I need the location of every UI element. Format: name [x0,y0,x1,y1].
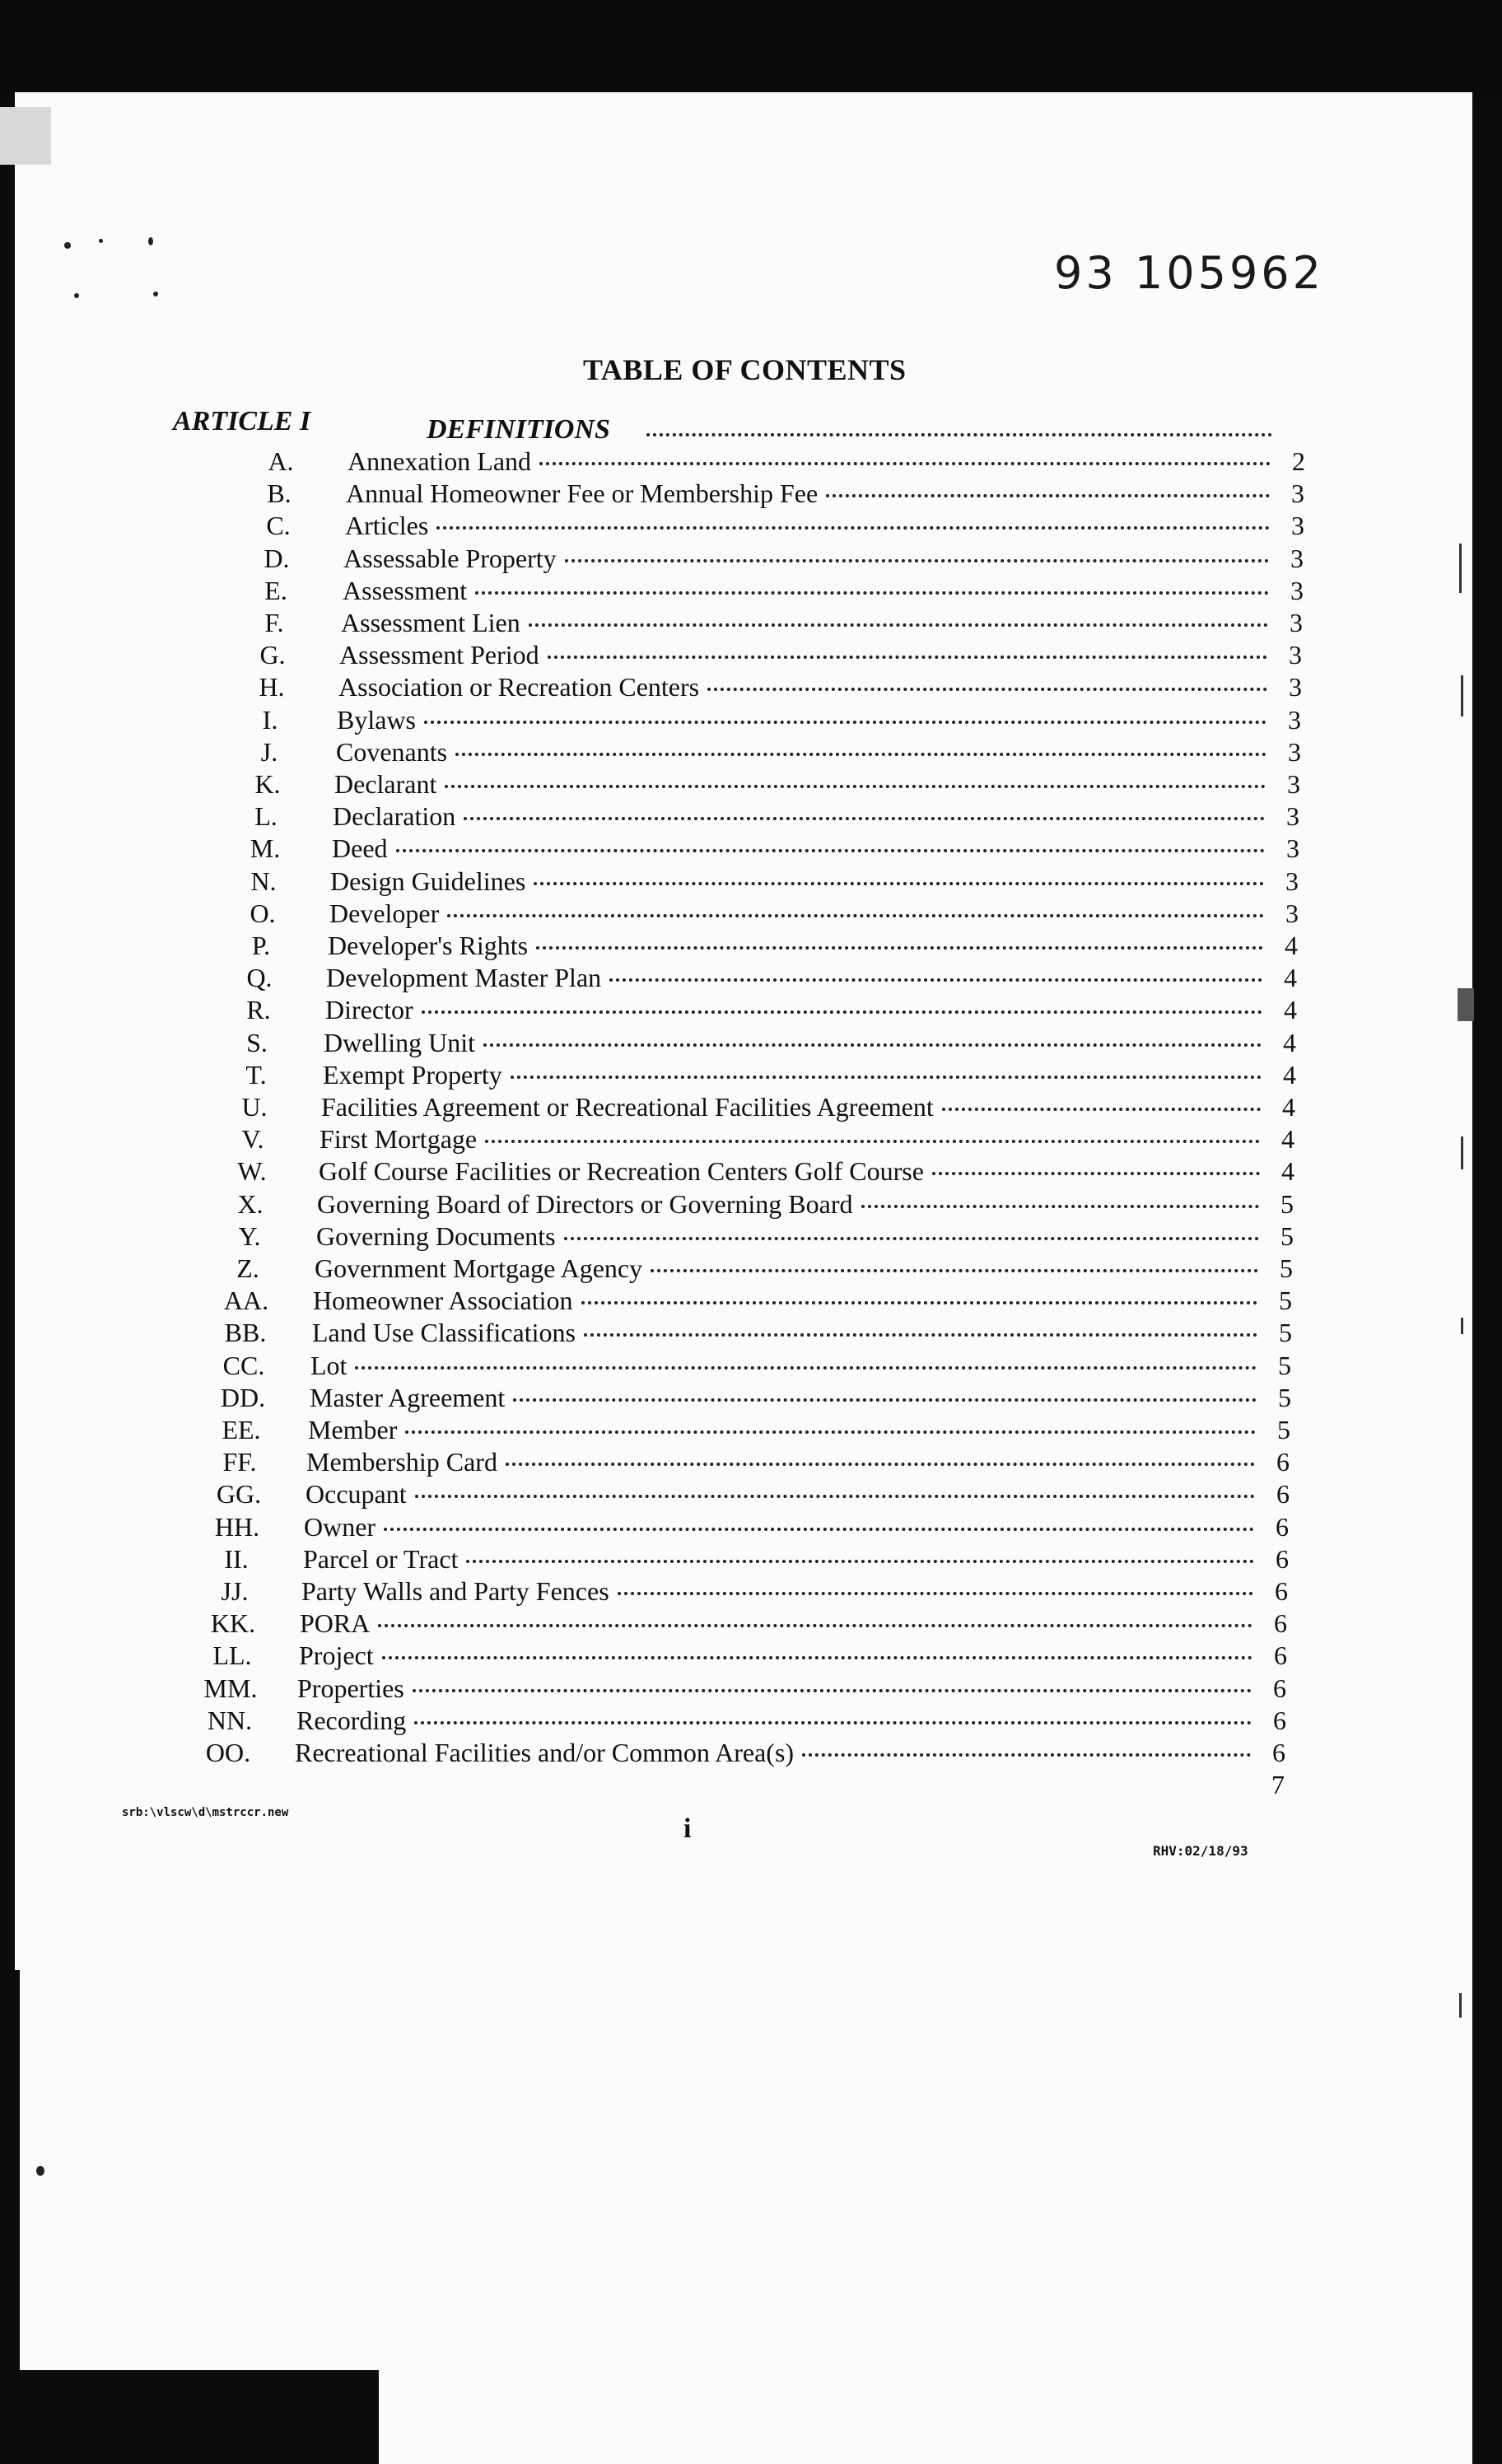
toc-entry-title: Dwelling Unit [324,1028,475,1057]
toc-leader-dots [548,656,1267,659]
toc-leader-dots [483,1043,1262,1047]
toc-entry-letter: T. [245,1060,267,1090]
toc-entry-page: 3 [1285,866,1299,896]
toc-entry-title: Bylaws [337,705,416,735]
toc-entry-title: Covenants [336,737,448,767]
toc-entry-title: Lot [310,1351,348,1380]
toc-entry-page: 3 [1289,672,1302,702]
toc-leader-dots [513,1398,1257,1402]
toc-entry-page: 3 [1290,608,1303,637]
toc-entry [208,1059,1296,1090]
toc-entry [197,1317,1292,1348]
toc-entry [186,1575,1288,1607]
toc-entry-page: 6 [1273,1706,1286,1735]
toc-entry-page: 6 [1272,1738,1285,1767]
toc-entry-page: 2 [1292,446,1305,476]
scan-speck [36,2166,44,2176]
toc-entry-page: 4 [1285,931,1298,960]
toc-entry-page: 3 [1291,511,1304,540]
toc-entry-title: Land Use Classifications [312,1318,576,1347]
toc-entry [199,1253,1293,1284]
toc-leader-dots [506,1463,1255,1466]
toc-entry [231,478,1304,509]
toc-entry [184,1640,1287,1671]
toc-leader-dots [413,1689,1252,1692]
toc-leader-dots [651,1269,1258,1272]
toc-entry-title: Recording [296,1706,407,1735]
toc-leader-dots [464,817,1265,820]
toc-entry-title: Governing Documents [316,1221,556,1251]
toc-entry-page: 4 [1282,1092,1295,1122]
toc-entry [206,1091,1295,1122]
toc-leader-dots [378,1624,1252,1627]
toc-entry [195,1350,1291,1381]
toc-entry-title: Owner [304,1512,376,1542]
toc-entry-page: 5 [1280,1189,1294,1219]
toc-entry-letter: S. [246,1028,268,1057]
toc-entry-letter: W. [237,1156,267,1186]
toc-entry-letter: U. [241,1092,268,1122]
toc-entry-letter: X. [237,1189,264,1219]
toc-leader-dots [405,1430,1256,1434]
toc-entry-letter: MM. [203,1673,258,1703]
toc-leader-dots [609,978,1262,982]
toc-entry-letter: BB. [224,1318,267,1347]
toc-entry [226,607,1303,638]
toc-entry [212,930,1298,961]
toc-entry-title: Governing Board of Directors or Governing Board [317,1189,853,1219]
toc-entry [202,1188,1294,1220]
toc-entry-title: Assessment [343,576,468,605]
toc-entry [224,639,1302,670]
toc-entry [182,1673,1286,1704]
page-title: TABLE OF CONTENTS [583,353,907,386]
toc-entry-page: 6 [1274,1640,1287,1670]
toc-entry-title: Party Walls and Party Fences [301,1576,609,1606]
toc-entry-letter: Z. [236,1253,259,1283]
toc-entry-title: Parcel or Tract [303,1544,459,1574]
footer-page-number: i [683,1813,692,1844]
toc-entry-page: 6 [1276,1544,1289,1574]
toc-entry-title: Developer [329,898,440,928]
toc-entry [184,1608,1287,1639]
toc-entry-page: 3 [1288,705,1301,735]
toc-entry-title: Deed [332,833,388,863]
toc-leader-dots [511,1076,1262,1079]
toc-entry-title: Recreational Facilities and/or Common Area(s) [295,1738,795,1767]
toc-entry [189,1511,1289,1542]
toc-leader-dots [529,623,1268,627]
toc-leader-dots [539,462,1271,465]
toc-entry [188,1543,1289,1575]
toc-entry-letter: F. [264,608,284,637]
toc-leader-dots [534,882,1264,885]
toc-leader-dots [932,1172,1260,1175]
toc-entry-letter: N. [250,866,277,896]
toc-leader-dots [861,1205,1260,1208]
toc-entry-title: Annual Homeowner Fee or Membership Fee [346,478,819,508]
toc-leader-dots [445,785,1266,788]
toc-entry-title: Declaration [333,801,456,831]
toc-entry-title: Government Mortgage Agency [315,1253,643,1283]
toc-entry-letter: FF. [222,1447,257,1477]
toc-entry [222,704,1301,735]
toc-entry-letter: DD. [220,1383,266,1412]
toc-leader-dots [384,1528,1254,1531]
toc-entry [180,1737,1285,1768]
toc-entry-page: 3 [1287,769,1300,799]
toc-leader-dots [415,1495,1255,1498]
toc-entry-title: Assessment Lien [341,608,520,637]
toc-entry [214,898,1299,929]
toc-entry-letter: GG. [216,1479,262,1509]
toc-leader-dots [564,1237,1259,1240]
toc-entry-title: Master Agreement [310,1383,506,1412]
toc-entry [178,1769,1285,1800]
toc-entry-title: Membership Card [306,1447,497,1477]
toc-entry-page: 4 [1281,1156,1294,1186]
toc-entry-page: 6 [1276,1447,1290,1477]
toc-entry-title: Design Guidelines [330,866,526,896]
article-title: DEFINITIONS [427,414,610,445]
toc-entry-letter: C. [266,511,291,540]
toc-leader-dots [565,559,1269,562]
toc-entry [215,866,1299,897]
toc-leader-dots [618,1592,1253,1595]
toc-entry-title: First Mortgage [320,1124,478,1154]
toc-entry [232,446,1305,477]
toc-entry-page: 3 [1288,737,1301,767]
toc-leader-dots [414,1721,1252,1724]
toc-entry-page: 5 [1277,1415,1290,1444]
toc-entry-letter: EE. [222,1415,261,1444]
toc-entry [193,1414,1290,1445]
toc-entry [190,1478,1290,1510]
toc-entry-letter: CC. [222,1351,265,1380]
footer-file-path: srb:\vlscw\d\mstrccr.new [122,1806,289,1819]
toc-entry-title: Development Master Plan [326,963,602,992]
toc-entry-page: 3 [1290,576,1304,605]
toc-entry-letter: G. [259,640,286,670]
toc-entry-page: 4 [1283,1060,1296,1090]
toc-entry [210,994,1297,1025]
toc-entry-title: Annexation Land [348,446,532,476]
toc-entry-letter: JJ. [221,1576,249,1606]
toc-entry-letter: Y. [238,1221,261,1251]
document-stamp-number: 93 105962 [1054,247,1325,299]
toc-entry-title: Occupant [306,1479,407,1509]
toc-entry-letter: NN. [207,1706,253,1735]
toc-entry-page: 5 [1280,1221,1294,1251]
toc-entry-letter: A. [268,446,294,476]
toc-leader-dots [447,914,1264,917]
toc-entry-letter: AA. [223,1286,269,1315]
toc-entry-page: 5 [1278,1351,1291,1380]
toc-entry-title: Declarant [334,769,437,799]
toc-entry-title: Project [299,1640,374,1670]
toc-leader-dots [802,1753,1251,1757]
toc-entry-page: 3 [1286,801,1299,831]
toc-entry-page: 6 [1274,1608,1287,1638]
toc-entry-letter: O. [250,898,276,928]
toc-entry-page: 5 [1279,1318,1292,1347]
toc-leader-dots [826,494,1270,497]
toc-entry-letter: E. [264,576,287,605]
toc-leader-dots [355,1366,1257,1370]
toc-entry [230,510,1304,541]
toc-entry-letter: LL. [212,1640,252,1670]
toc-leader-dots [436,526,1270,530]
toc-entry-title: Director [325,995,413,1024]
toc-entry-letter: Q. [246,963,273,992]
toc-entry [223,671,1302,702]
toc-entry-letter: R. [246,995,271,1024]
toc-entry [201,1220,1294,1252]
toc-leader-dots [536,946,1263,950]
toc-entry-title: Developer's Rights [328,931,529,960]
toc-entry-page: 7 [1271,1770,1285,1799]
toc-entry-letter: OO. [205,1738,251,1767]
toc-entry-page: 4 [1284,963,1297,992]
toc-leader-dots [584,1333,1257,1337]
toc-leader-dots [942,1108,1261,1111]
toc-entry-letter: II. [224,1544,249,1574]
toc-entry [217,833,1299,864]
toc-entry-page: 5 [1279,1286,1292,1315]
toc-entry-letter: L. [254,801,278,831]
toc-entry-page: 6 [1275,1576,1288,1606]
toc-leader-dots [466,1560,1254,1563]
toc-entry [203,1155,1294,1187]
toc-entry-letter: HH. [214,1512,260,1542]
toc-entry-page: 3 [1289,640,1302,670]
footer-revision: RHV:02/18/93 [1153,1843,1248,1859]
toc-entry-title: Facilities Agreement or Recreational Facilities Agreement [321,1092,934,1122]
toc-leader-dots [455,753,1266,756]
toc-entry-page: 3 [1286,833,1299,863]
toc-entry-page: 3 [1285,898,1299,928]
toc-leader-dots [396,849,1265,852]
toc-entry [198,1285,1292,1316]
toc-entry-letter: KK. [210,1608,256,1638]
toc-entry [181,1705,1286,1736]
toc-entry-title: Exempt Property [323,1060,502,1090]
toc-entry [191,1446,1290,1477]
toc-entry-letter: M. [250,833,281,863]
toc-entry-title: Member [308,1415,398,1444]
toc-entry-letter: P. [251,931,271,960]
toc-entry [194,1382,1291,1413]
toc-entry [227,575,1304,606]
toc-entry-page: 6 [1276,1512,1289,1542]
toc-entry-letter: V. [241,1124,264,1154]
toc-entry [219,768,1300,800]
toc-leader-dots [475,591,1269,595]
toc-entry-page: 6 [1273,1673,1286,1703]
toc-entry-title: Articles [345,511,429,540]
toc-entry-title: Association or Recreation Centers [338,672,700,702]
toc-entry [228,543,1304,574]
toc-entry-page: 4 [1284,995,1297,1024]
toc-entry-letter: K. [254,769,281,799]
toc-entry-page: 5 [1280,1253,1293,1283]
toc-entry-letter: H. [259,672,285,702]
toc-entry [204,1123,1294,1155]
toc-entry-page: 3 [1290,544,1304,573]
toc-entry-title: Assessment Period [339,640,539,670]
toc-leader-dots [581,1301,1258,1304]
toc-leader-dots [485,1140,1260,1143]
toc-leader-dots [422,1010,1262,1014]
toc-entry-title: PORA [300,1608,371,1638]
toc-entry-page: 3 [1291,478,1304,508]
toc-entry [217,800,1299,832]
toc-leader-dots [424,721,1266,724]
toc-entry-letter: B. [267,478,292,508]
toc-entry-title: Homeowner Association [313,1286,573,1315]
toc-entry [208,1027,1296,1058]
article-label: ARTICLE I [173,406,311,436]
toc-entry-title: Assessable Property [343,544,557,573]
toc-entry-page: 4 [1283,1028,1296,1057]
toc-entry-title: Golf Course Facilities or Recreation Centers Golf Course [319,1156,924,1186]
toc-entry-letter: J. [260,737,278,767]
toc-entry [221,736,1301,768]
toc-leader-dots [382,1656,1252,1659]
toc-entry [211,962,1297,993]
toc-entry-letter: I. [262,705,278,735]
toc-entry-page: 4 [1281,1124,1294,1154]
toc-entry-title: Properties [297,1673,404,1703]
toc-entry-page: 5 [1278,1383,1291,1412]
scan-bottom-border [0,2370,379,2464]
toc-leader-dots [707,688,1267,691]
toc-entry-letter: D. [264,544,290,573]
toc-entry-page: 6 [1276,1479,1290,1509]
